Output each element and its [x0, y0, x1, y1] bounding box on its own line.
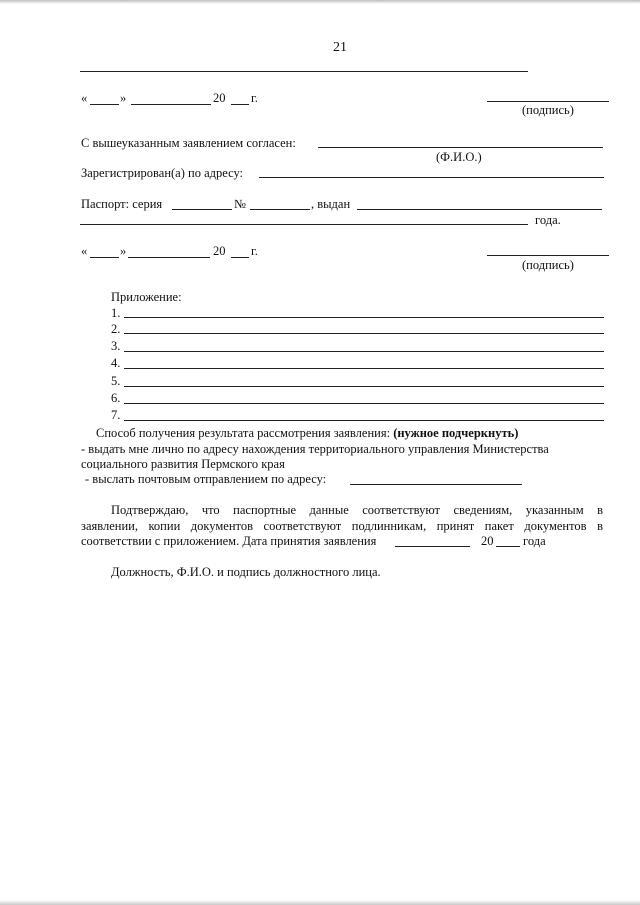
attachment-number: 7. — [111, 408, 121, 422]
day-field[interactable] — [90, 257, 119, 258]
confirmation-paragraph — [81, 503, 603, 534]
attachment-field[interactable] — [124, 351, 604, 352]
confirmation-line-2: заявлении, копии документов соответствуют подлинникам, принят пакет документов в — [81, 519, 603, 533]
confirmation-line-1: Подтверждаю, что паспортные данные соответствуют сведениям, указанным в — [111, 503, 603, 517]
passport-issued-field[interactable] — [357, 209, 602, 210]
registered-label: Зарегистрирован(а) по адресу: — [81, 166, 244, 180]
date-open-quote: « — [81, 244, 88, 258]
year-prefix: 20 — [213, 244, 226, 258]
month-field[interactable] — [128, 257, 210, 258]
delivery-method-label — [96, 426, 518, 440]
top-rule — [80, 71, 528, 72]
mail-address-field[interactable] — [350, 484, 522, 485]
address-field[interactable] — [259, 177, 604, 178]
passport-issued-field-2[interactable] — [80, 224, 528, 225]
year-suffix: г. — [251, 91, 258, 105]
attachment-field[interactable] — [124, 403, 604, 404]
official-signature-label: Должность, Ф.И.О. и подпись должностного лица. — [111, 565, 381, 579]
year-field[interactable] — [231, 257, 249, 258]
year-suffix: г. — [251, 244, 258, 258]
year-label: года. — [535, 213, 561, 227]
attachments-title: Приложение: — [111, 290, 182, 304]
attachment-field[interactable] — [124, 386, 604, 387]
acceptance-year-suffix: года — [523, 534, 546, 548]
signature-field[interactable] — [487, 255, 609, 256]
passport-issued-label: , выдан — [311, 197, 351, 211]
page-number: 21 — [333, 40, 347, 55]
scan-top-edge — [0, 0, 640, 4]
fio-caption: (Ф.И.О.) — [436, 150, 482, 164]
day-field[interactable] — [90, 104, 119, 105]
acceptance-year-prefix: 20 — [481, 534, 494, 548]
attachment-number: 6. — [111, 391, 121, 405]
fio-field[interactable] — [318, 147, 603, 148]
delivery-option-in-person-cont: социального развития Пермского края — [81, 457, 285, 471]
attachment-field[interactable] — [124, 333, 604, 334]
attachment-field[interactable] — [124, 368, 604, 369]
attachment-number: 1. — [111, 306, 121, 320]
passport-series-label: Паспорт: серия — [81, 197, 163, 211]
signature-caption: (подпись) — [522, 258, 574, 272]
attachment-field[interactable] — [124, 420, 604, 421]
delivery-option-mail[interactable]: - выслать почтовым отправлением по адресу: — [85, 472, 327, 486]
delivery-option-in-person[interactable]: - выдать мне лично по адресу нахождения территориального управления Министерства — [81, 442, 549, 456]
date-close-quote: » — [120, 91, 127, 105]
delivery-method-text: Способ получения результата рассмотрения заявления: — [96, 426, 391, 440]
attachment-number: 4. — [111, 356, 121, 370]
passport-number-label: № — [234, 197, 246, 211]
acceptance-date-field[interactable] — [395, 546, 470, 547]
confirmation-line-3: соответствии с приложением. Дата принятия заявления — [81, 534, 377, 548]
month-field[interactable] — [131, 104, 211, 105]
attachment-number: 5. — [111, 374, 121, 388]
date-close-quote: » — [120, 244, 127, 258]
passport-number-field[interactable] — [250, 209, 310, 210]
year-field[interactable] — [231, 104, 249, 105]
date-open-quote: « — [81, 91, 88, 105]
acceptance-year-field[interactable] — [496, 546, 520, 547]
year-prefix: 20 — [213, 91, 226, 105]
scan-bottom-edge — [0, 900, 640, 905]
signature-field[interactable] — [487, 101, 609, 102]
agree-label: С вышеуказанным заявлением согласен: — [81, 136, 296, 150]
signature-caption: (подпись) — [522, 103, 574, 117]
passport-series-field[interactable] — [172, 209, 232, 210]
attachment-number: 2. — [111, 322, 121, 336]
attachment-number: 3. — [111, 339, 121, 353]
attachment-field[interactable] — [124, 317, 604, 318]
delivery-method-hint: (нужное подчеркнуть) — [393, 426, 519, 440]
